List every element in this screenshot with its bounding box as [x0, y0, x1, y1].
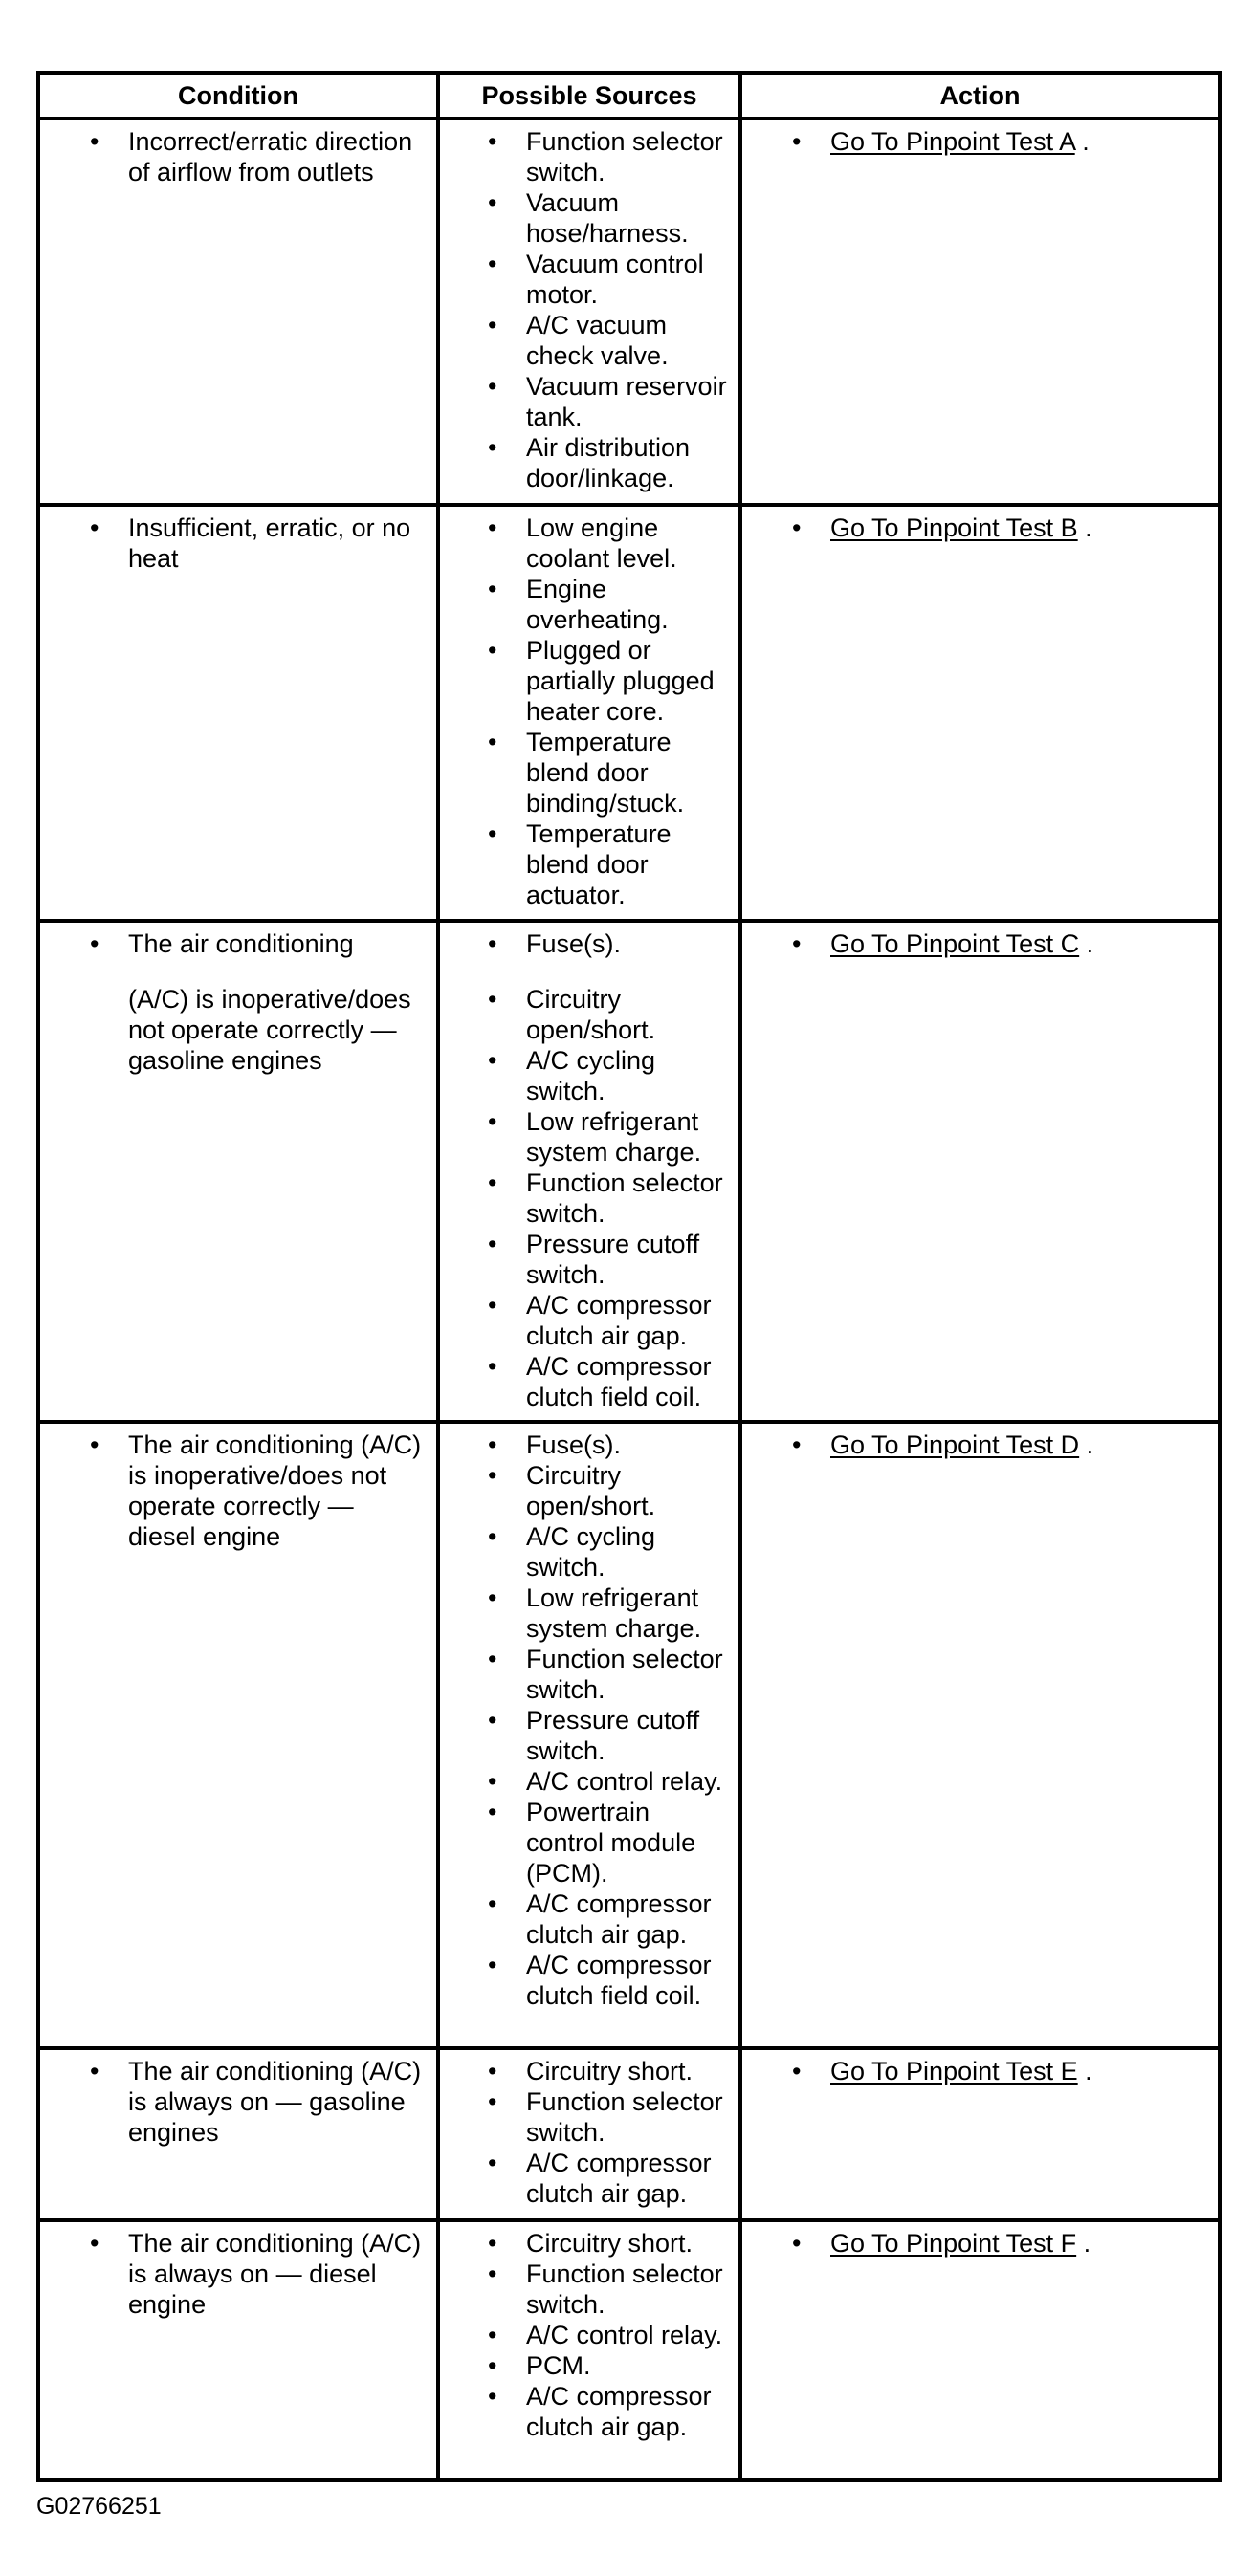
- list-item: • Vacuum reservoir tank.: [488, 372, 727, 431]
- bullet-icon: •: [488, 1352, 497, 1381]
- bullet-icon: •: [90, 2229, 99, 2258]
- bullet-icon: •: [488, 2087, 497, 2116]
- list-item: • Go To Pinpoint Test D .: [792, 1430, 1094, 1459]
- condition-cell: [38, 1422, 438, 2048]
- bullet-icon: •: [488, 819, 497, 848]
- list-item: • Circuitry open/short.: [488, 985, 656, 1044]
- symptom-chart-table: [36, 71, 1222, 2482]
- bullet-icon: •: [488, 1107, 497, 1136]
- list-item: • A/C compressor clutch field coil.: [488, 1352, 712, 1411]
- table-row: [38, 2048, 1220, 2220]
- bullet-icon: •: [488, 1522, 497, 1551]
- list-item: • Low engine coolant level.: [488, 513, 677, 573]
- table-row: [38, 119, 1220, 505]
- list-item: • Go To Pinpoint Test F .: [792, 2229, 1091, 2258]
- list-item: • Incorrect/erratic direction of airflow from outlets: [90, 127, 413, 186]
- list-item: • Engine overheating.: [488, 575, 669, 634]
- bullet-icon: •: [488, 2229, 497, 2258]
- list-item: • A/C compressor clutch air gap.: [488, 1291, 712, 1350]
- condition-cell: [38, 921, 438, 1422]
- list-item: • PCM.: [488, 2351, 591, 2380]
- bullet-icon: •: [488, 1645, 497, 1673]
- pinpoint-test-b-link[interactable]: Go To Pinpoint Test B: [830, 513, 1078, 542]
- list-item: • A/C control relay.: [488, 1767, 723, 1796]
- condition-cell: [38, 119, 438, 505]
- bullet-icon: •: [488, 372, 497, 401]
- pinpoint-test-e-link[interactable]: Go To Pinpoint Test E: [830, 2057, 1078, 2085]
- sources-cell: [438, 1422, 740, 2048]
- bullet-icon: •: [488, 636, 497, 665]
- bullet-icon: •: [488, 1461, 497, 1490]
- list-item: • Function selector switch.: [488, 2259, 723, 2319]
- action-cell: [740, 2048, 1220, 2220]
- bullet-icon: •: [488, 575, 497, 603]
- list-item: • The air conditioning (A/C) is inoperative/does not operate correctly — diesel engine: [90, 1430, 422, 1551]
- bullet-icon: •: [488, 1767, 497, 1796]
- action-cell: [740, 1422, 1220, 2048]
- bullet-icon: •: [488, 929, 497, 958]
- bullet-icon: •: [488, 1046, 497, 1075]
- list-item: • Function selector switch.: [488, 1645, 723, 1704]
- list-item: • Fuse(s).: [488, 1430, 622, 1459]
- bullet-icon: •: [488, 127, 497, 156]
- bullet-icon: •: [488, 188, 497, 217]
- condition-cell: [38, 505, 438, 921]
- bullet-icon: •: [792, 513, 802, 542]
- action-cell: [740, 505, 1220, 921]
- bullet-icon: •: [90, 929, 99, 958]
- bullet-icon: •: [488, 2382, 497, 2411]
- action-cell: [740, 921, 1220, 1422]
- pinpoint-test-f-link[interactable]: Go To Pinpoint Test F: [830, 2229, 1077, 2258]
- list-item: • Function selector switch.: [488, 2087, 723, 2147]
- bullet-icon: •: [792, 2229, 802, 2258]
- list-item: • Plugged or partially plugged heater core.: [488, 636, 715, 726]
- bullet-icon: •: [488, 1889, 497, 1918]
- bullet-icon: •: [488, 433, 497, 462]
- list-item: • Insufficient, erratic, or no heat: [90, 513, 411, 573]
- list-item: • A/C compressor clutch air gap.: [488, 1889, 712, 1949]
- sources-cell: [438, 2220, 740, 2480]
- bullet-icon: •: [488, 311, 497, 339]
- list-item: • Vacuum hose/harness.: [488, 188, 689, 248]
- list-item: • Circuitry short.: [488, 2057, 694, 2085]
- header-action: Action: [740, 73, 1220, 119]
- bullet-icon: •: [488, 1583, 497, 1612]
- list-item: • A/C vacuum check valve.: [488, 311, 669, 370]
- list-item: • Powertrain control module (PCM).: [488, 1798, 696, 1888]
- diagnosis-table-container: [36, 71, 1218, 2482]
- list-item: • The air conditioning (A/C) is inoperative/does not operate correctly — gasoline engines: [90, 929, 411, 1075]
- bullet-icon: •: [90, 1430, 99, 1459]
- list-item: • A/C compressor clutch air gap.: [488, 2149, 712, 2208]
- action-cell: [740, 119, 1220, 505]
- list-item: • A/C control relay.: [488, 2321, 723, 2349]
- bullet-icon: •: [488, 2351, 497, 2380]
- sources-cell: [438, 2048, 740, 2220]
- bullet-icon: •: [488, 1430, 497, 1459]
- pinpoint-test-a-link[interactable]: Go To Pinpoint Test A: [830, 127, 1075, 156]
- list-item: • Low refrigerant system charge.: [488, 1107, 702, 1167]
- list-item: • A/C compressor clutch field coil.: [488, 1951, 712, 2010]
- list-item: • Vacuum control motor.: [488, 250, 704, 309]
- header-row: [38, 73, 1220, 119]
- list-item: • Fuse(s).: [488, 929, 622, 958]
- condition-cell: [38, 2048, 438, 2220]
- bullet-icon: •: [792, 127, 802, 156]
- bullet-icon: •: [488, 985, 497, 1014]
- list-item: • A/C cycling switch.: [488, 1046, 656, 1105]
- bullet-icon: •: [488, 2259, 497, 2288]
- table-row: [38, 505, 1220, 921]
- bullet-icon: •: [488, 1951, 497, 1979]
- table-row: [38, 1422, 1220, 2048]
- list-item: • Circuitry open/short.: [488, 1461, 656, 1520]
- bullet-icon: •: [488, 250, 497, 278]
- sources-cell: [438, 921, 740, 1422]
- condition-cell: [38, 2220, 438, 2480]
- list-item: • A/C cycling switch.: [488, 1522, 656, 1582]
- bullet-icon: •: [792, 2057, 802, 2085]
- list-item: • Pressure cutoff switch.: [488, 1230, 700, 1289]
- list-item: • Function selector switch.: [488, 127, 723, 186]
- list-item: • Circuitry short.: [488, 2229, 694, 2258]
- list-item: • Go To Pinpoint Test B .: [792, 513, 1092, 542]
- bullet-icon: •: [488, 728, 497, 756]
- table-row: [38, 921, 1220, 1422]
- list-item: • Low refrigerant system charge.: [488, 1583, 702, 1643]
- bullet-icon: •: [792, 1430, 802, 1459]
- bullet-icon: •: [90, 127, 99, 156]
- list-item: • Temperature blend door binding/stuck.: [488, 728, 685, 818]
- bullet-icon: •: [488, 2057, 497, 2085]
- pinpoint-test-c-link[interactable]: Go To Pinpoint Test C: [830, 929, 1080, 958]
- list-item: • Go To Pinpoint Test A .: [792, 127, 1090, 156]
- header-condition: Condition: [38, 73, 438, 119]
- list-item: • Go To Pinpoint Test E .: [792, 2057, 1092, 2085]
- list-item: • A/C compressor clutch air gap.: [488, 2382, 712, 2441]
- bullet-icon: •: [488, 2149, 497, 2177]
- bullet-icon: •: [488, 1291, 497, 1320]
- list-item: • The air conditioning (A/C) is always on — gasoline engines: [90, 2057, 422, 2147]
- bullet-icon: •: [488, 1168, 497, 1197]
- bullet-icon: •: [488, 2321, 497, 2349]
- sources-cell: [438, 119, 740, 505]
- pinpoint-test-d-link[interactable]: Go To Pinpoint Test D: [830, 1430, 1080, 1459]
- bullet-icon: •: [488, 513, 497, 542]
- list-item: • Function selector switch.: [488, 1168, 723, 1228]
- list-item: • The air conditioning (A/C) is always on — diesel engine: [90, 2229, 422, 2319]
- list-item: • Pressure cutoff switch.: [488, 1706, 700, 1765]
- table-row: [38, 2220, 1220, 2480]
- list-item: • Temperature blend door actuator.: [488, 819, 672, 909]
- bullet-icon: •: [488, 1798, 497, 1826]
- bullet-icon: •: [90, 2057, 99, 2085]
- bullet-icon: •: [488, 1230, 497, 1258]
- figure-id: G02766251: [36, 2493, 162, 2520]
- sources-cell: [438, 505, 740, 921]
- list-item: • Go To Pinpoint Test C .: [792, 929, 1094, 958]
- bullet-icon: •: [90, 513, 99, 542]
- action-cell: [740, 2220, 1220, 2480]
- bullet-icon: •: [792, 929, 802, 958]
- list-item: • Air distribution door/linkage.: [488, 433, 691, 492]
- bullet-icon: •: [488, 1706, 497, 1735]
- header-possible-sources: Possible Sources: [438, 73, 740, 119]
